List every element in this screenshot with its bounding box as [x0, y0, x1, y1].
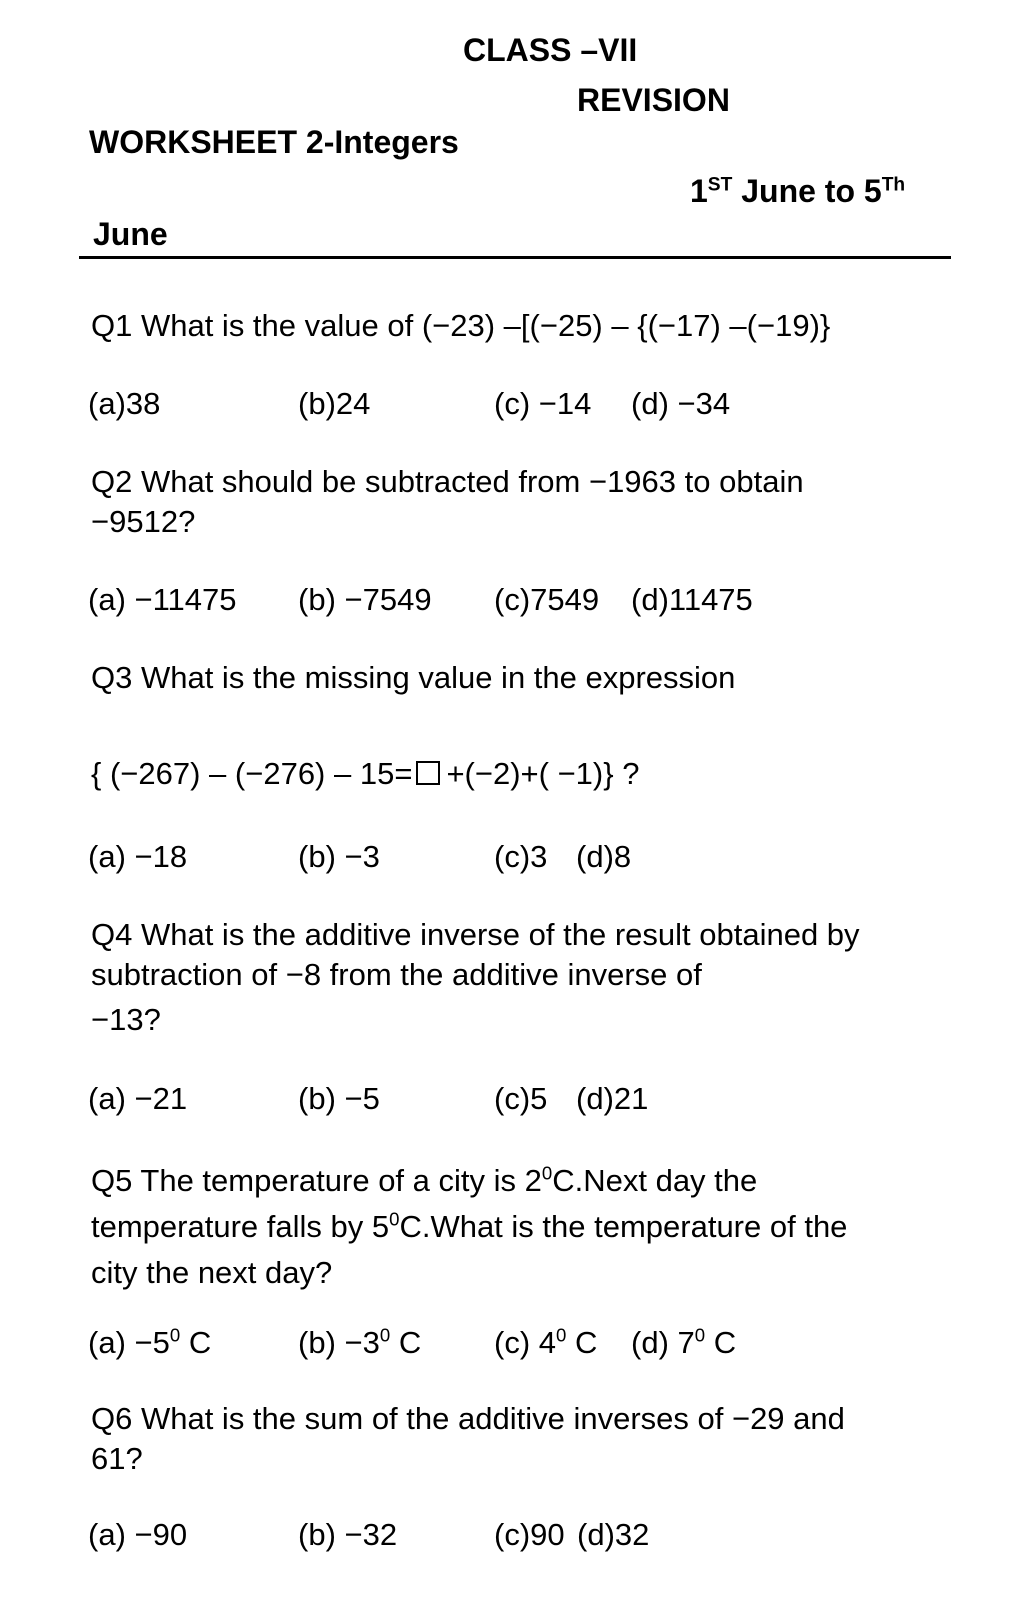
- q5-c-pre: (c) 4: [494, 1325, 556, 1360]
- q2-option-b: (b) −7549: [298, 582, 432, 617]
- question-1: Q1 What is the value of (−23) –[(−25) – {(−17) –(−19)}: [91, 308, 831, 343]
- q4-option-b: (b) −5: [298, 1081, 380, 1116]
- question-5: [91, 1158, 931, 1296]
- question-6: [91, 1399, 931, 1479]
- q2-option-a: (a) −11475: [88, 582, 237, 617]
- header-divider: [79, 256, 951, 259]
- q1-option-d: (d) −34: [631, 386, 731, 421]
- q6-option-c: (c)90: [494, 1517, 565, 1552]
- q5-b-post: C: [390, 1325, 422, 1360]
- q3-option-b: (b) −3: [298, 839, 380, 874]
- date-middle: June to 5: [732, 173, 882, 209]
- q5-b-pre: (b) −3: [298, 1325, 380, 1360]
- q5-a-post: C: [180, 1325, 212, 1360]
- date-end-sup: Th: [881, 174, 906, 196]
- q5-l2-b: C.What is the temperature of the: [399, 1209, 848, 1244]
- question-4: [91, 915, 931, 1040]
- q4-option-a: (a) −21: [88, 1081, 188, 1116]
- expression-after: +(−2)+( −1)} ?: [446, 756, 640, 791]
- q5-option-c: [494, 1325, 597, 1361]
- expression-before: { (−267) – (−276) – 15=: [91, 756, 413, 791]
- question-6-line-2: 61?: [91, 1441, 143, 1476]
- q4-option-c: (c)5: [494, 1081, 548, 1116]
- q5-l1-a: Q5 The temperature of a city is 2: [91, 1163, 542, 1198]
- question-2-line-2: −9512?: [91, 504, 196, 539]
- question-5-line-2: [91, 1204, 931, 1250]
- date-start-sup: ST: [707, 174, 733, 196]
- q3-option-d: (d)8: [576, 839, 632, 874]
- question-4-line-2: subtraction of −8 from the additive inverse of: [91, 957, 702, 992]
- missing-value-box-icon: [416, 761, 440, 785]
- question-3: Q3 What is the missing value in the expression: [91, 660, 736, 695]
- q5-l1-b: C.Next day the: [552, 1163, 758, 1198]
- q2-option-c: (c)7549: [494, 582, 600, 617]
- q5-a-pre: (a) −5: [88, 1325, 170, 1360]
- question-3-expression: [91, 756, 639, 792]
- date-start-num: 1: [690, 173, 708, 209]
- question-4-line-3: −13?: [91, 1002, 161, 1037]
- question-5-line-1: [91, 1158, 931, 1204]
- q3-option-c: (c)3: [494, 839, 548, 874]
- q5-option-a: [88, 1325, 211, 1361]
- q2-option-d: (d)11475: [631, 582, 753, 617]
- q5-option-b: [298, 1325, 421, 1361]
- q4-option-d: (d)21: [576, 1081, 649, 1116]
- date-range: [690, 173, 905, 210]
- q1-option-a: (a)38: [88, 386, 161, 421]
- month-label: June: [93, 216, 168, 252]
- q5-l2-sup: 0: [389, 1208, 400, 1230]
- q5-a-sup: 0: [169, 1324, 181, 1346]
- q5-l1-sup: 0: [541, 1162, 553, 1184]
- q5-c-post: C: [566, 1325, 598, 1360]
- q5-b-sup: 0: [379, 1324, 391, 1346]
- question-2-line-1: Q2 What should be subtracted from −1963 to obtain: [91, 464, 804, 499]
- worksheet-title: WORKSHEET 2-Integers: [89, 124, 459, 160]
- q5-option-d: [631, 1325, 736, 1361]
- q3-option-a: (a) −18: [88, 839, 188, 874]
- class-label: CLASS –VII: [463, 32, 638, 68]
- question-6-line-1: Q6 What is the sum of the additive inverses of −29 and: [91, 1401, 845, 1436]
- q5-d-sup: 0: [694, 1324, 706, 1346]
- q5-c-sup: 0: [556, 1324, 567, 1346]
- q5-d-post: C: [705, 1325, 737, 1360]
- q6-option-a: (a) −90: [88, 1517, 188, 1552]
- q1-option-c: (c) −14: [494, 386, 592, 421]
- question-4-line-1: Q4 What is the additive inverse of the result obtained by: [91, 917, 860, 952]
- q6-option-d: (d)32: [577, 1517, 650, 1552]
- q5-l2-a: temperature falls by 5: [91, 1209, 390, 1244]
- q1-option-b: (b)24: [298, 386, 371, 421]
- revision-label: REVISION: [577, 82, 730, 118]
- question-2: [91, 462, 931, 542]
- q6-option-b: (b) −32: [298, 1517, 398, 1552]
- question-5-line-3: city the next day?: [91, 1255, 333, 1290]
- q5-d-pre: (d) 7: [631, 1325, 695, 1360]
